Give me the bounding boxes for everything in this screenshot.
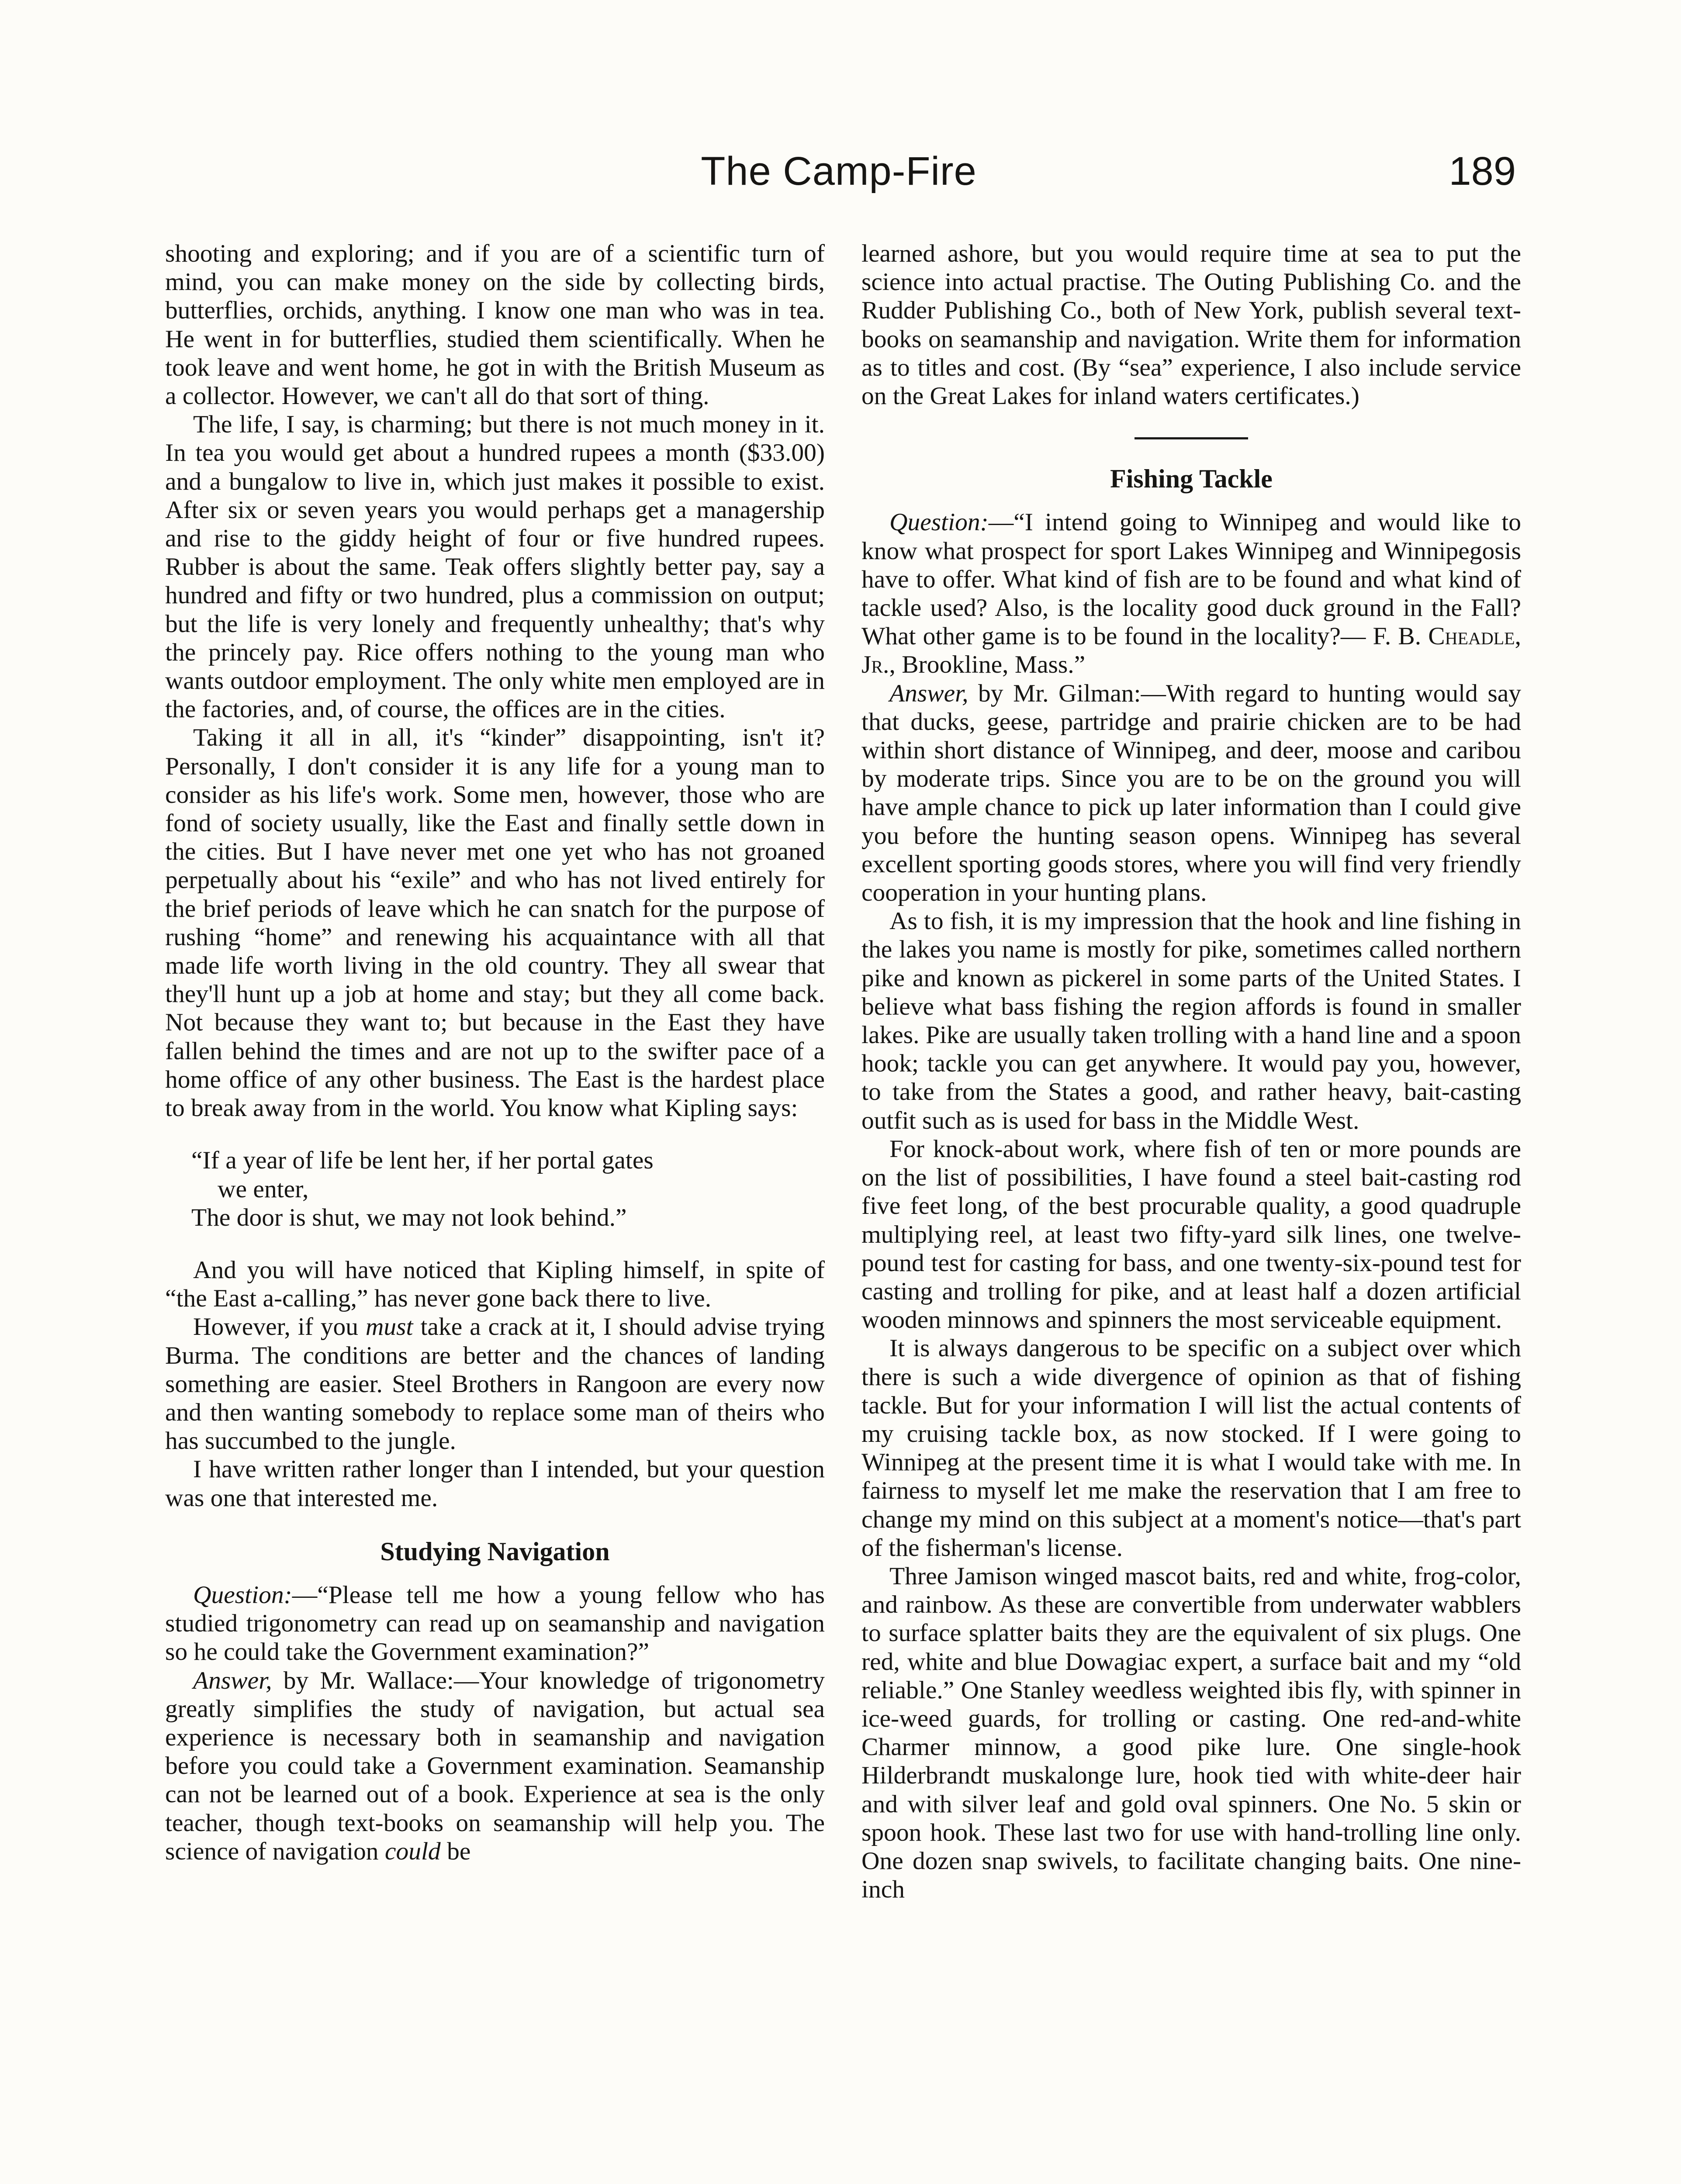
- right-column: [861, 239, 1521, 1904]
- page-title: The Camp-Fire: [701, 149, 977, 194]
- paragraph: It is always dangerous to be specific on a subject over which there is such a wide divergence of opinion as that of fishing tackle. But for your information I will list the actual contents of my cruising tackle box, as now stocked. If I were going to Winnipeg at the present time it is what I would take with me. In fairness to myself let me make the reservation that I am free to change my mind on this subject at a moment's notice—that's part of the fisherman's license.: [861, 1334, 1521, 1562]
- paragraph: Three Jamison winged mascot baits, red and white, frog-color, and rainbow. As these are convertible from underwater wabblers to surface splatter baits they are the equivalent of six plugs. One red, white and blue Dowagiac expert, a surface bait and my “old reliable.” One Stanley weedless weighted ibis fly, with spinner in ice-weed guards, for trolling or casting. One red-and-white Charmer minnow, a good pike lure. One single-hook Hilderbrandt muskalonge lure, hook tied with white-deer hair and with silver leaf and gold oval spinners. One No. 5 skin or spoon hook. These last two for use with hand-trolling line only. One dozen snap swivels, to facilitate changing baits. One nine-inch: [861, 1562, 1521, 1904]
- paragraph: The life, I say, is charming; but there is not much money in it. In tea you would get about a hundred rupees a month ($33.00) and a bungalow to live in, which just makes it possible to exist. After six or seven years you would perhaps get a managership and rise to the giddy height of four or five hundred rupees. Rubber is about the same. Teak offers slightly better pay, say a hundred and fifty or two hundred, plus a commission on output; but the life is very lonely and frequently unhealthy; that's why the princely pay. Rice offers nothing to the young man who wants outdoor employment. The only white men employed are in the factories, and, of course, the offices are in the cities.: [165, 411, 825, 723]
- paragraph: I have written rather longer than I intended, but your question was one that interested me.: [165, 1455, 825, 1512]
- section-divider: [1135, 437, 1248, 439]
- section-heading-studying-navigation: Studying Navigation: [380, 1537, 610, 1566]
- answer-label: Answer,: [889, 679, 968, 707]
- answer-text: by Mr. Wallace:—Your knowledge of trigonometry greatly simplifies the study of navigation, but actual sea experience is necessary both in seamanship and navigation before you could take a Government examination. Seamanship can not be learned out of a book. Experience at sea is the only teacher, though text-books on seamanship will help you. The science of navigation: [165, 1666, 825, 1865]
- paragraph: And you will have noticed that Kipling himself, in spite of “the East a-calling,” has never gone back there to live.: [165, 1256, 825, 1313]
- question-label: Question:: [889, 508, 989, 536]
- answer-paragraph: [165, 1666, 825, 1866]
- quote-line: The door is shut, we may not look behind.”: [191, 1203, 627, 1231]
- paragraph: [165, 1313, 825, 1455]
- question-text: —“I intend going to Winnipeg and would like to know what prospect for sport Lakes Winnipeg and Winnipegosis have to offer. What kind of fish are to be found and what kind of tackle used? Also, is the locality good duck ground in the Fall? What other game is to be found in the locality?— F. B.: [861, 508, 1521, 650]
- answer-paragraph: [861, 679, 1521, 907]
- question-label: Question:: [193, 1581, 292, 1609]
- section-heading-fishing-tackle: Fishing Tackle: [1110, 464, 1273, 494]
- paragraph: As to fish, it is my impression that the hook and line fishing in the lakes you name is mostly for pike, sometimes called northern pike and known as pickerel in some parts of the United States. I believe what bass fishing the region affords is found in smaller lakes. Pike are usually taken trolling with a hand line and a spoon hook; tackle you can get anywhere. It would pay you, however, to take from the States a good, and rather heavy, bait-casting outfit such as is used for bass in the Middle West.: [861, 907, 1521, 1134]
- quote-line: “If a year of life be lent her, if her portal gates: [191, 1147, 654, 1175]
- paragraph: For knock-about work, where fish of ten or more pounds are on the list of possibilities, I have found a steel bait-casting rod five feet long, of the best procurable quality, a good quadruple multiplying reel, at least two fifty-yard silk lines, one twelve-pound test for casting for bass, and one twenty-six-pound test for casting and trolling for pike, and at least half a dozen artificial wooden minnows and spinners the most serviceable equipment.: [861, 1135, 1521, 1334]
- page-number: 189: [1449, 149, 1516, 194]
- question-paragraph: [165, 1581, 825, 1666]
- text-run: However, if you: [193, 1313, 366, 1341]
- answer-text-end: be: [440, 1837, 471, 1865]
- quote-line: we enter,: [218, 1175, 309, 1203]
- paragraph: Taking it all in all, it's “kinder” disappointing, isn't it? Personally, I don't consider it is any life for a young man to consider as his life's work. Some men, however, those who are fond of society usually, like the East and finally settle down in the cities. But I have never met one yet who has not groaned perpetually about his “exile” and who has not lived entirely for the brief periods of leave which he can snatch for the purpose of rushing “home” and renewing his acquaintance with all that made life worth living in the old country. They all swear that they'll hunt up a job at home and stay; but they all come back. Not because they want to; but because in the East they have fallen behind the times and are not up to the swifter pace of a home office of any other business. The East is the hardest place to break away from in the world. You know what Kipling says:: [165, 724, 825, 1122]
- paragraph: shooting and exploring; and if you are of a scientific turn of mind, you can make money on the side by collecting birds, butterflies, orchids, anything. I know one man who was in tea. He went in for butterflies, studied them scientifically. When he took leave and went home, he got in with the British Museum as a collector. However, we can't all do that sort of thing.: [165, 240, 825, 410]
- running-head: [162, 149, 1516, 210]
- text-run: take a crack at it, I should advise trying Burma. The conditions are better and the chances of landing something are easier. Steel Brothers in Rangoon are every now and then wanting somebody to replace some man of theirs who has succumbed to the jungle.: [165, 1313, 825, 1455]
- question-location: , Brookline, Mass.”: [889, 651, 1086, 679]
- answer-text: by Mr. Gilman:—With regard to hunting would say that ducks, geese, partridge and prairie chicken are to be had within short distance of Winnipeg, and deer, moose and caribou by moderate trips. Since you are to be on the ground you will have ample chance to pick up later information than I could give you before the hunting season opens. Winnipeg has several excellent sporting goods stores, where you will find very friendly cooperation in your hunting plans.: [861, 679, 1521, 907]
- emphasis: could: [384, 1837, 441, 1865]
- kipling-quote: [165, 1146, 825, 1232]
- question-paragraph: [861, 508, 1521, 679]
- paragraph: learned ashore, but you would require time at sea to put the science into actual practise. The Outing Publishing Co. and the Rudder Publishing Co., both of New York, publish several text-books on seamanship and navigation. Write them for information as to titles and cost. (By “sea” experience, I also include service on the Great Lakes for inland waters certificates.): [861, 240, 1521, 410]
- question-signature: Cheadle, Jr.: [861, 622, 1521, 679]
- emphasis: must: [365, 1313, 413, 1341]
- answer-label: Answer,: [193, 1666, 272, 1694]
- question-text: —“Please tell me how a young fellow who has studied trigonometry can read up on seamanship and navigation so he could take the Government examination?”: [165, 1581, 825, 1666]
- left-column: [165, 239, 825, 1866]
